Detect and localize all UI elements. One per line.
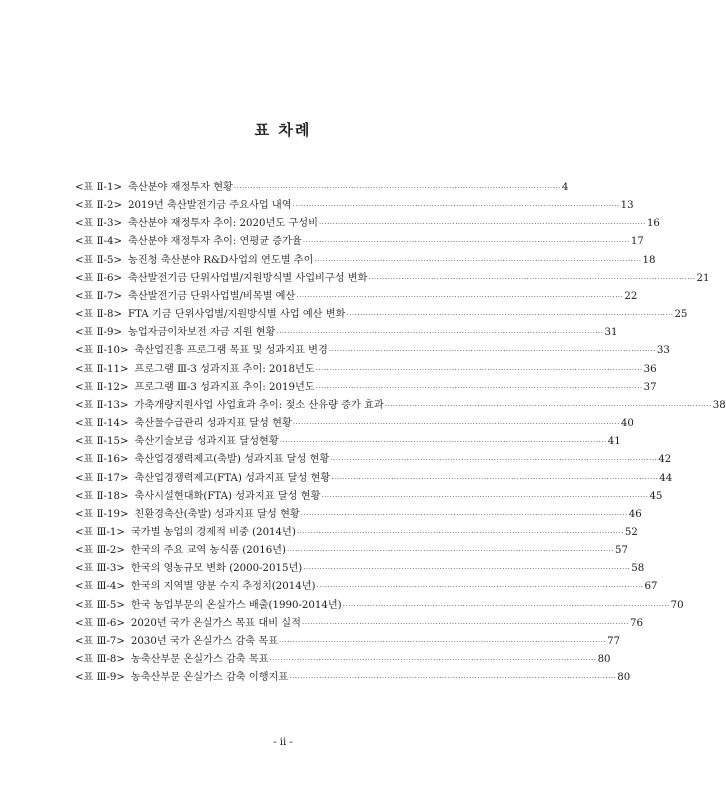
toc-entry-code: <표 Ⅲ-2> <box>75 545 125 557</box>
toc-entry-title: 농업자금이차보전 자금 지원 현황 <box>128 327 276 339</box>
toc-entry[interactable] <box>75 597 684 615</box>
toc-entry-code: <표 Ⅱ-1> <box>75 182 122 193</box>
dot-leader: ························································································································ <box>296 528 624 537</box>
dot-leader: ························································································································ <box>330 456 658 465</box>
toc-entry-code: <표 Ⅱ-15> <box>75 436 129 448</box>
toc-entry-page: 70 <box>670 599 684 611</box>
toc-entry-title: 축산분야 재정투자 현황 <box>128 182 233 193</box>
dot-leader: ························································································································ <box>318 220 646 229</box>
toc-entry-title: FTA 기금 단위사업별/지원방식별 사업 예산 변화 <box>128 309 346 321</box>
toc-entry-title: 농진청 축산분야 R&D사업의 연도별 추이 <box>128 254 314 266</box>
toc-entry-title: 축산분야 재정투자 추이: 2020년도 구성비 <box>128 218 318 230</box>
toc-entry-title: 2020년 국가 온실가스 목표 대비 실적 <box>130 617 301 629</box>
dot-leader: ························································································································ <box>292 420 620 429</box>
toc-entry-page: 36 <box>643 363 657 375</box>
toc-entry-code: <표 Ⅲ-7> <box>75 635 125 647</box>
toc-entry-title: 축산기술보급 성과지표 달성현황 <box>134 436 279 448</box>
dot-leader: ························································································································ <box>302 238 630 247</box>
toc-entry-page: 57 <box>615 545 628 557</box>
toc-entry-page: 17 <box>630 236 644 248</box>
dot-leader: ························································································································ <box>384 401 712 410</box>
toc-entry[interactable] <box>75 615 643 633</box>
toc-entry-code: <표 Ⅱ-14> <box>75 418 129 430</box>
toc-entry[interactable] <box>75 524 638 542</box>
toc-entry[interactable] <box>75 324 618 342</box>
toc-entry-page: 58 <box>631 563 645 575</box>
toc-entry-title: 축산물수급관리 성과지표 달성 현황 <box>134 418 292 430</box>
toc-entry-page: 44 <box>659 472 673 484</box>
dot-leader: ························································································································ <box>342 601 670 610</box>
toc-entry-code: <표 Ⅱ-2> <box>75 200 122 212</box>
toc-entry-page: 40 <box>620 418 634 430</box>
toc-entry-title: 2019년 축산발전기금 주요사업 내역 <box>128 200 292 212</box>
toc-entry[interactable] <box>75 233 644 251</box>
toc-entry[interactable] <box>75 560 645 578</box>
toc-entry[interactable] <box>75 470 673 488</box>
toc-entry-title: 한국 농업부문의 온실가스 배출(1990-2014년) <box>130 599 342 611</box>
dot-leader: ························································································································ <box>292 202 620 211</box>
toc-entry-code: <표 Ⅱ-16> <box>75 454 129 466</box>
toc-entry[interactable] <box>75 415 634 433</box>
dot-leader: ························································································································ <box>300 510 628 519</box>
toc-entry-code: <표 Ⅱ-6> <box>75 272 122 284</box>
toc-entry[interactable] <box>75 488 663 506</box>
toc-entry-code: <표 Ⅱ-3> <box>75 218 122 230</box>
toc-entry-title: 한국의 주요 교역 농식품 (2016년) <box>130 545 286 557</box>
toc-entry-code: <표 Ⅱ-18> <box>75 490 129 502</box>
dot-leader: ························································································································ <box>346 311 674 320</box>
page-title: 표 차례 <box>254 121 312 139</box>
dot-leader: ························································································································ <box>316 583 644 592</box>
toc-entry-page: 33 <box>656 345 670 357</box>
dot-leader: ························································································································ <box>331 474 659 483</box>
dot-leader: ························································································································ <box>279 637 607 646</box>
toc-entry-code: <표 Ⅱ-8> <box>75 309 122 321</box>
toc-entry[interactable] <box>75 451 672 469</box>
toc-entry[interactable] <box>75 215 660 233</box>
dot-leader: ························································································································ <box>303 565 631 574</box>
toc-entry-code: <표 Ⅱ-19> <box>75 508 129 520</box>
dot-leader: ························································································································ <box>269 656 597 665</box>
toc-entry-page: 18 <box>642 254 656 266</box>
toc-entry[interactable] <box>75 542 628 560</box>
toc-entry-code: <표 Ⅲ-5> <box>75 599 125 611</box>
toc-entry-code: <표 Ⅱ-4> <box>75 236 122 248</box>
toc-entry-page: 13 <box>620 200 634 212</box>
toc-entry-title: 축산발전기금 단위사업별/지원방식별 사업비구성 변화 <box>128 272 368 284</box>
toc-entry[interactable] <box>75 252 656 270</box>
toc-entry-page: 38 <box>712 399 726 411</box>
dot-leader: ························································································································ <box>321 492 649 501</box>
dot-leader: ························································································································ <box>315 365 643 374</box>
toc-entry-title: 프로그램 Ⅲ-3 성과지표 추이: 2018년도 <box>134 363 315 375</box>
toc-entry-code: <표 Ⅲ-8> <box>75 654 125 666</box>
toc-entry-page: 25 <box>674 309 688 321</box>
toc-entry-page: 42 <box>658 454 672 466</box>
toc-entry-title: 축산업경쟁력제고(FTA) 성과지표 달성 현황 <box>134 472 331 484</box>
toc-entry-code: <표 Ⅲ-3> <box>75 563 125 575</box>
toc-entry-page: 41 <box>607 436 621 448</box>
toc-entry-code: <표 Ⅲ-9> <box>75 672 125 684</box>
toc-entry-title: 축산발전기금 단위사업별/비목별 예산 <box>128 290 296 302</box>
toc-entry[interactable] <box>75 633 621 651</box>
dot-leader: ························································································································ <box>314 256 642 265</box>
toc-entry-page: 52 <box>624 526 638 538</box>
toc-entry-title: 한국의 영농규모 변화 (2000-2015년) <box>130 563 303 575</box>
dot-leader: ························································································································ <box>315 383 643 392</box>
table-of-contents <box>75 179 726 687</box>
toc-entry-title: 프로그램 Ⅲ-3 성과지표 추이: 2019년도 <box>134 381 315 393</box>
toc-entry-code: <표 Ⅱ-9> <box>75 327 122 339</box>
toc-entry[interactable] <box>75 397 726 415</box>
toc-entry-page: 37 <box>643 381 657 393</box>
dot-leader: ························································································································ <box>328 347 656 356</box>
toc-entry-title: 한국의 지역별 양분 수지 추정치(2014년) <box>130 581 316 593</box>
toc-entry-code: <표 Ⅱ-5> <box>75 254 122 266</box>
page-number: - ii - <box>273 737 293 748</box>
toc-entry-title: 농축산부문 온실가스 감축 목표 <box>130 654 269 666</box>
toc-entry-title: 축산업진흥 프로그램 목표 및 성과지표 변경 <box>134 345 328 357</box>
toc-entry-title: 축사시설현대화(FTA) 성과지표 달성 현황 <box>134 490 321 502</box>
toc-entry-title: 축산분야 재정투자 추이: 연평균 증가율 <box>128 236 302 248</box>
toc-entry[interactable] <box>75 197 634 215</box>
dot-leader: ························································································································ <box>233 184 561 192</box>
toc-entry-page: 77 <box>607 635 621 647</box>
toc-entry[interactable] <box>75 361 657 379</box>
toc-entry[interactable] <box>75 651 611 669</box>
toc-entry[interactable] <box>75 306 688 324</box>
dot-leader: ························································································································ <box>289 674 617 683</box>
toc-entry-code: <표 Ⅲ-6> <box>75 617 125 629</box>
toc-entry[interactable] <box>75 288 638 306</box>
toc-entry[interactable] <box>75 669 631 687</box>
toc-entry-page: 16 <box>646 218 660 230</box>
toc-entry[interactable] <box>75 179 569 197</box>
toc-entry[interactable] <box>75 342 670 360</box>
toc-entry-code: <표 Ⅱ-12> <box>75 381 129 393</box>
toc-entry[interactable] <box>75 433 621 451</box>
dot-leader: ························································································································ <box>296 292 624 301</box>
toc-entry-page: 31 <box>604 327 618 339</box>
toc-entry-page: 4 <box>561 182 569 193</box>
dot-leader: ························································································································ <box>368 274 696 283</box>
toc-entry[interactable] <box>75 506 642 524</box>
toc-entry-code: <표 Ⅲ-1> <box>75 526 125 538</box>
toc-entry-page: 21 <box>696 272 710 284</box>
dot-leader: ························································································································ <box>279 438 607 447</box>
toc-entry-page: 67 <box>644 581 658 593</box>
dot-leader: ························································································································ <box>276 329 604 338</box>
toc-entry-title: 친환경축산(축발) 성과지표 달성 현황 <box>134 508 300 520</box>
toc-entry-title: 농축산부문 온실가스 감축 이행지표 <box>130 672 289 684</box>
dot-leader: ························································································································ <box>287 547 615 556</box>
toc-entry-code: <표 Ⅲ-4> <box>75 581 125 593</box>
toc-entry[interactable] <box>75 379 657 397</box>
toc-entry-code: <표 Ⅱ-11> <box>75 363 129 375</box>
toc-entry-title: 국가별 농업의 경제적 비중 (2014년) <box>130 526 296 538</box>
toc-entry[interactable] <box>75 270 710 288</box>
toc-entry-title: 가축개량지원사업 사업효과 추이: 젖소 산유량 증가 효과 <box>134 399 384 411</box>
toc-entry-title: 축산업경쟁력제고(축발) 성과지표 달성 현황 <box>134 454 330 466</box>
toc-entry-page: 80 <box>597 654 611 666</box>
toc-entry-page: 76 <box>629 617 643 629</box>
toc-entry-page: 46 <box>628 508 642 520</box>
toc-entry-code: <표 Ⅱ-17> <box>75 472 129 484</box>
toc-entry-page: 22 <box>624 290 638 302</box>
toc-entry-code: <표 Ⅱ-13> <box>75 399 129 411</box>
toc-entry-page: 80 <box>617 672 631 684</box>
toc-entry-code: <표 Ⅱ-10> <box>75 345 129 357</box>
toc-entry[interactable] <box>75 578 658 596</box>
toc-entry-code: <표 Ⅱ-7> <box>75 290 122 302</box>
toc-entry-page: 45 <box>649 490 663 502</box>
toc-entry-title: 2030년 국가 온실가스 감축 목표 <box>130 635 279 647</box>
dot-leader: ························································································································ <box>301 619 629 628</box>
